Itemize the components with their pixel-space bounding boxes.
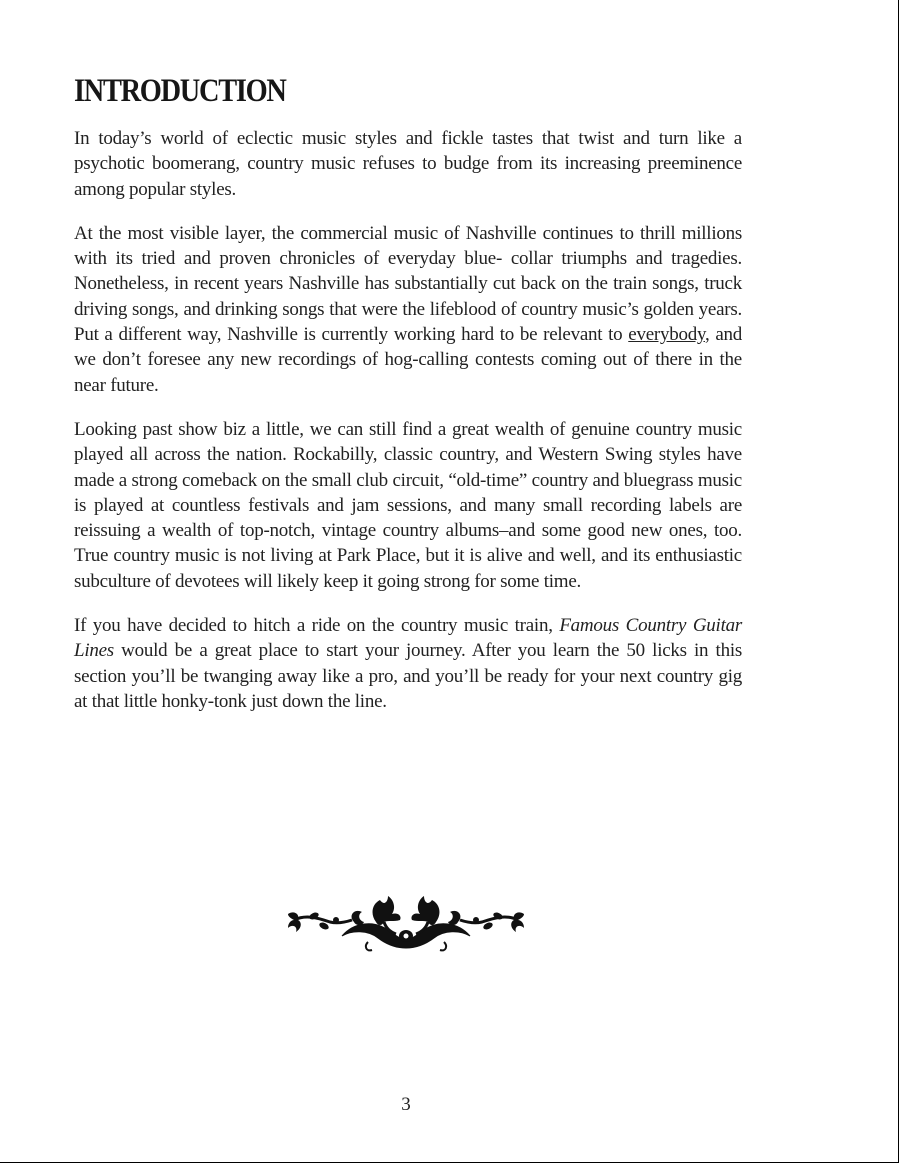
paragraph-2-text-a: At the most visible layer, the commercial music of Nashville continues to thrill millions with its tried and proven chronicles of everyday blue- collar triumphs and tragedies. Nonetheless, in recent years Nashville has substantially cut back on the train songs, truck driving songs, and drinking songs that were the lifeblood of country music’s golden years. Put a different way, Nashville is currently working hard to be relevant to (74, 222, 742, 346)
page-number: 3 (401, 1094, 411, 1115)
book-title: Famous Country Guitar Lines (74, 615, 742, 662)
floral-divider-icon (284, 892, 528, 954)
paragraph-4 (74, 613, 742, 714)
paragraph-2 (74, 221, 742, 398)
paragraph-2-text-b: , and we don’t foresee any new recordings of hog-calling contests coming out of there in the near future. (74, 324, 743, 396)
paragraph-3: Looking past show biz a little, we can still find a great wealth of genuine country music played all across the nation. Rockabilly, classic country, and Western Swing styles have made a strong comeback on the small club circuit, “old-time” country and bluegrass music is played at countless festivals and jam sessions, and many small recording labels are reissuing a wealth of top-notch, vintage country albums–and some good new ones, too. True country music is not living at Park Place, but it is alive and well, and its enthusiastic subculture of devotees will likely keep it going strong for some time. (74, 418, 742, 592)
paragraph-1: In today’s world of eclectic music styles and fickle tastes that twist and turn like a psychotic boomerang, country music refuses to budge from its increasing preeminence among popular styles. (74, 128, 742, 200)
paragraph-4-text-a: If you have decided to hitch a ride on the country music train, (74, 615, 560, 637)
emphasis-everybody: everybody (628, 324, 705, 346)
paragraph-4-text-b: would be a great place to start your journey. After you learn the 50 licks in this section you’ll be twanging away like a pro, and you’ll be ready for your next country gig at that little honky-tonk just down the line. (74, 640, 742, 712)
page-title: INTRODUCTION (74, 73, 286, 109)
page-content (74, 72, 742, 733)
